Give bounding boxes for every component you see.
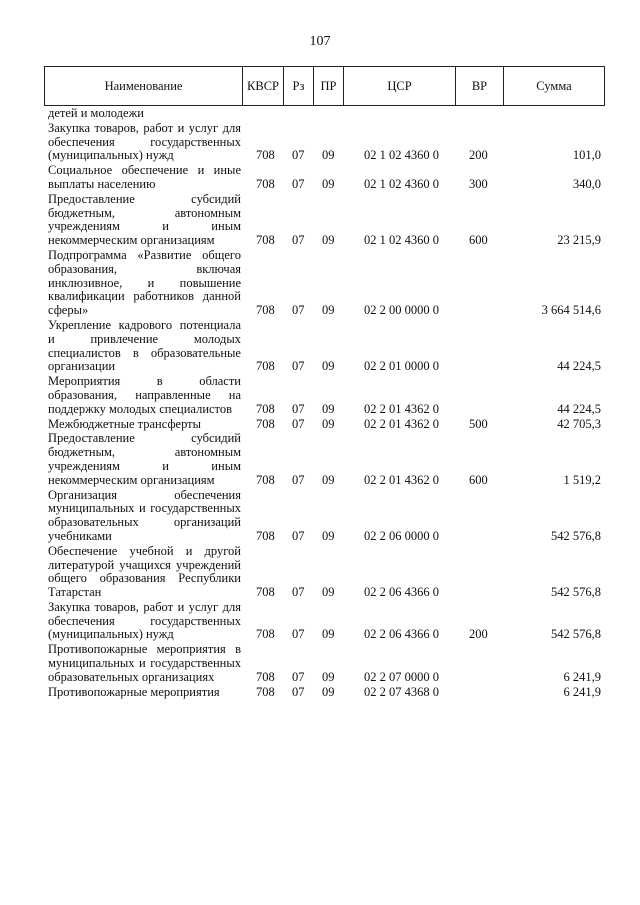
row-sum: 42 705,3: [557, 416, 601, 431]
row-name: Предоставление субсидий бюджетным, автономным учреждениям и иным некоммерческим организациям: [48, 191, 241, 248]
table-row: [48, 545, 605, 600]
row-kvsr: 708: [256, 401, 275, 416]
row-vr: 200: [469, 148, 488, 163]
row-rz: 07: [292, 359, 305, 374]
row-rz: 07: [292, 176, 305, 191]
row-sum: 6 241,9: [563, 684, 601, 699]
row-csr: 02 2 01 4362 0: [364, 416, 439, 431]
row-kvsr: 708: [256, 627, 275, 642]
row-vr: 600: [469, 472, 488, 487]
row-pr: 09: [322, 176, 335, 191]
row-pr: 09: [322, 401, 335, 416]
row-csr: 02 2 07 4368 0: [364, 684, 439, 699]
row-vr: 600: [469, 233, 488, 248]
row-kvsr: 708: [256, 148, 275, 163]
row-csr: 02 2 06 0000 0: [364, 528, 439, 543]
row-sum: 340,0: [572, 176, 601, 191]
row-name: Подпрограмма «Развитие общего образования, включая инклюзивное, и повышение квалификации работников данной сферы»: [48, 247, 241, 318]
row-rz: 07: [292, 669, 305, 684]
row-csr: 02 2 06 4366 0: [364, 585, 439, 600]
row-sum: 44 224,5: [557, 359, 601, 374]
row-vr: 500: [469, 416, 488, 431]
table-header: [44, 66, 605, 106]
row-rz: 07: [292, 233, 305, 248]
row-name: Межбюджетные трансферты: [48, 416, 202, 431]
row-name: Организация обеспечения муниципальных и государственных образовательных организаций учебниками: [48, 487, 241, 543]
row-kvsr: 708: [256, 176, 275, 191]
table-row: [48, 193, 605, 248]
table-row: [48, 686, 605, 700]
row-kvsr: 708: [256, 303, 275, 318]
table-row: [48, 375, 605, 416]
table-row: [48, 319, 605, 374]
row-vr: 300: [469, 176, 488, 191]
header-rz: Рз: [284, 67, 314, 105]
row-sum: 3 664 514,6: [541, 303, 601, 318]
row-sum: 101,0: [572, 148, 601, 163]
row-pr: 09: [322, 528, 335, 543]
header-pr: ПР: [314, 67, 344, 105]
row-kvsr: 708: [256, 585, 275, 600]
table-row: [48, 122, 605, 163]
row-csr: 02 2 01 4362 0: [364, 401, 439, 416]
row-pr: 09: [322, 416, 335, 431]
row-sum: 542 576,8: [551, 528, 601, 543]
row-name: детей и молодежи: [48, 106, 144, 120]
row-csr: 02 2 00 0000 0: [364, 303, 439, 318]
table-row: [48, 164, 605, 192]
table-row: [48, 489, 605, 544]
row-name: Социальное обеспечение и иные выплаты населению: [48, 163, 241, 191]
row-csr: 02 1 02 4360 0: [364, 148, 439, 163]
row-pr: 09: [322, 684, 335, 699]
row-pr: 09: [322, 303, 335, 318]
row-rz: 07: [292, 401, 305, 416]
row-name: Обеспечение учебной и другой литературой учащихся учреждений общего образования Республики Татарстан: [48, 543, 241, 600]
row-pr: 09: [322, 627, 335, 642]
page-number: 107: [309, 34, 331, 49]
header-csr: ЦСР: [344, 67, 456, 105]
row-sum: 1 519,2: [563, 472, 601, 487]
row-name: Закупка товаров, работ и услуг для обеспечения государственных (муниципальных) нужд: [48, 120, 241, 163]
row-pr: 09: [322, 359, 335, 374]
row-kvsr: 708: [256, 472, 275, 487]
table-row: [48, 432, 605, 487]
row-sum: 542 576,8: [551, 585, 601, 600]
table-row: [48, 107, 605, 121]
row-name: Предоставление субсидий бюджетным, автономным учреждениям и иным некоммерческим организациям: [48, 431, 241, 487]
row-rz: 07: [292, 528, 305, 543]
row-rz: 07: [292, 627, 305, 642]
row-name: Противопожарные мероприятия в муниципальных и государственных образовательных организациях: [48, 642, 241, 684]
row-sum: 542 576,8: [551, 627, 601, 642]
row-sum: 23 215,9: [557, 233, 601, 248]
row-rz: 07: [292, 416, 305, 431]
row-kvsr: 708: [256, 233, 275, 248]
row-pr: 09: [322, 233, 335, 248]
row-csr: 02 2 01 0000 0: [364, 359, 439, 374]
table-row: [48, 601, 605, 642]
row-pr: 09: [322, 472, 335, 487]
row-rz: 07: [292, 684, 305, 699]
table-row: [48, 418, 605, 432]
row-kvsr: 708: [256, 416, 275, 431]
row-name: Противопожарные мероприятия: [48, 684, 220, 699]
table-row: [48, 643, 605, 684]
row-name: Закупка товаров, работ и услуг для обеспечения государственных (муниципальных) нужд: [48, 599, 241, 642]
table-row: [48, 249, 605, 318]
header-name: Наименование: [45, 67, 243, 105]
row-rz: 07: [292, 148, 305, 163]
row-kvsr: 708: [256, 669, 275, 684]
row-name: Укрепление кадрового потенциала и привлечение молодых специалистов в образовательные организации: [48, 317, 241, 374]
table-body: [48, 107, 605, 700]
row-csr: 02 1 02 4360 0: [364, 176, 439, 191]
row-kvsr: 708: [256, 684, 275, 699]
row-rz: 07: [292, 303, 305, 318]
row-name: Мероприятия в области образования, направленные на поддержку молодых специалистов: [48, 374, 241, 416]
row-csr: 02 2 06 4366 0: [364, 627, 439, 642]
row-csr: 02 2 07 0000 0: [364, 669, 439, 684]
header-sum: Сумма: [536, 78, 572, 93]
row-sum: 6 241,9: [563, 669, 601, 684]
row-pr: 09: [322, 669, 335, 684]
row-sum: 44 224,5: [557, 401, 601, 416]
row-rz: 07: [292, 472, 305, 487]
row-pr: 09: [322, 148, 335, 163]
row-kvsr: 708: [256, 528, 275, 543]
row-pr: 09: [322, 585, 335, 600]
header-kvsr: КВСР: [243, 67, 284, 105]
row-kvsr: 708: [256, 359, 275, 374]
row-vr: 200: [469, 627, 488, 642]
row-csr: 02 2 01 4362 0: [364, 472, 439, 487]
row-rz: 07: [292, 585, 305, 600]
row-csr: 02 1 02 4360 0: [364, 233, 439, 248]
header-vr: ВР: [456, 67, 504, 105]
